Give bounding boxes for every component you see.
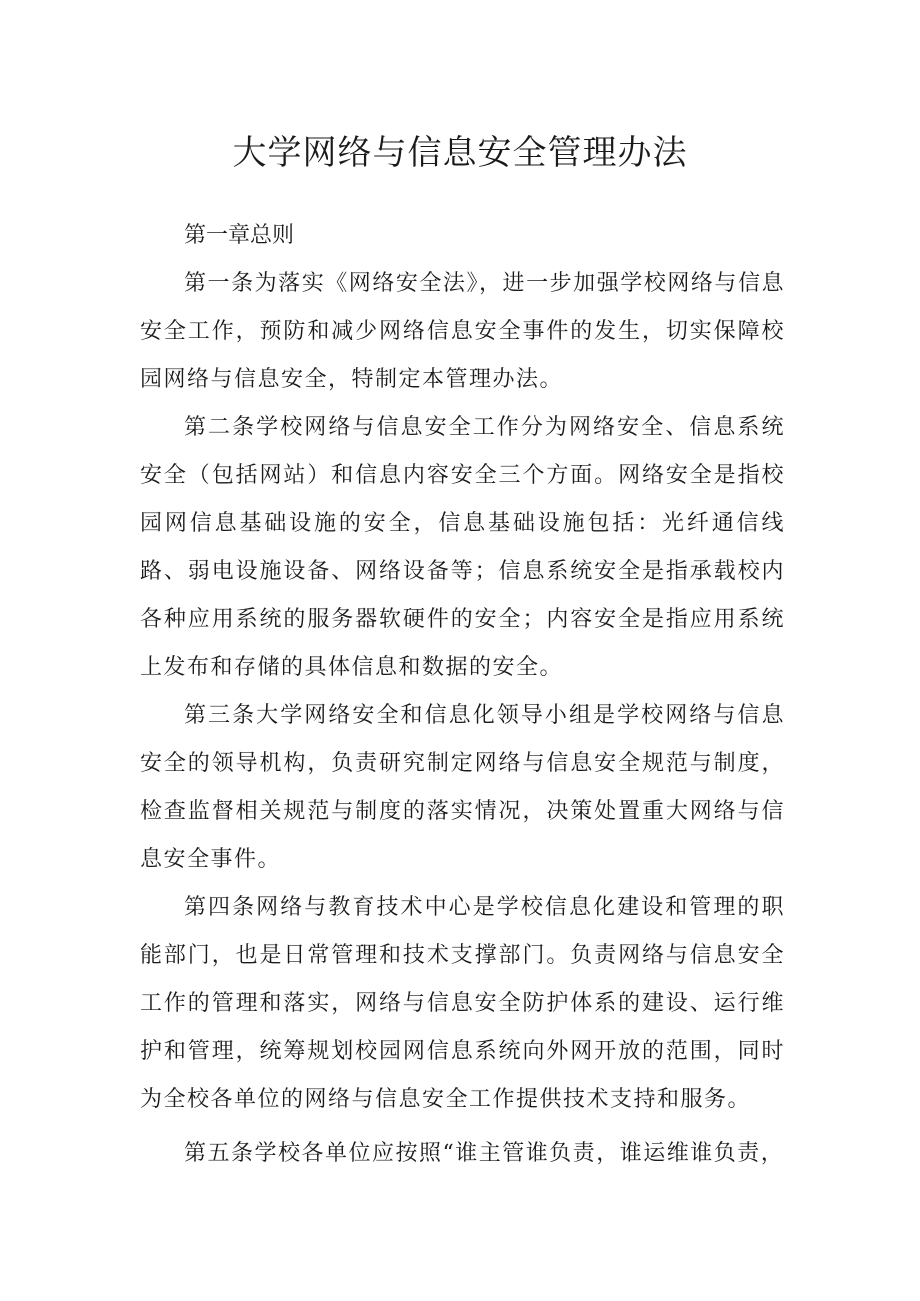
article-4: 第四条网络与教育技术中心是学校信息化建设和管理的职能部门，也是日常管理和技术支撑部门。负责网络与信息安全工作的管理和落实，网络与信息安全防护体系的建设、运行维护和管理，统筹规划校园网信息系统向外网开放的范围，同时为全校各单位的网络与信息安全工作提供技术支持和服务。 xyxy=(140,895,785,1112)
document-body xyxy=(140,212,785,1178)
article-5: 第五条学校各单位应按照“谁主管谁负责，谁运维谁负责， xyxy=(184,1141,785,1166)
article-2: 第二条学校网络与信息安全工作分为网络安全、信息系统安全（包括网站）和信息内容安全三个方面。网络安全是指校园网信息基础设施的安全，信息基础设施包括：光纤通信线路、弱电设施设备、网络设备等；信息系统安全是指承载校内各种应用系统的服务器软硬件的安全；内容安全是指应用系统上发布和存储的具体信息和数据的安全。 xyxy=(140,415,785,680)
article-3: 第三条大学网络安全和信息化领导小组是学校网络与信息安全的领导机构，负责研究制定网络与信息安全规范与制度，检查监督相关规范与制度的落实情况，决策处置重大网络与信息安全事件。 xyxy=(140,703,785,872)
chapter-heading: 第一章总则 xyxy=(184,223,295,248)
document-title: 大学网络与信息安全管理办法 xyxy=(232,133,688,173)
article-1: 第一条为落实《网络安全法》，进一步加强学校网络与信息安全工作，预防和减少网络信息安全事件的发生，切实保障校园网络与信息安全，特制定本管理办法。 xyxy=(140,271,785,392)
